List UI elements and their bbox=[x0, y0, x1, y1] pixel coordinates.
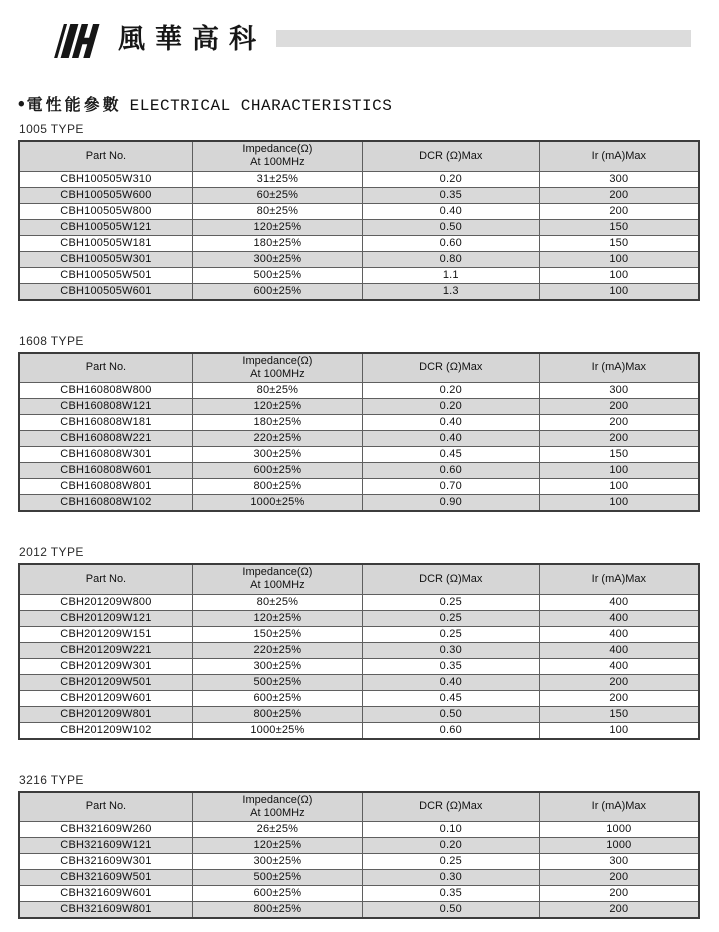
dcr-cell: 0.45 bbox=[362, 690, 539, 706]
dcr-cell: 0.45 bbox=[362, 447, 539, 463]
table-head bbox=[19, 564, 699, 594]
col-dcr-max bbox=[362, 564, 539, 594]
impedance-cell: 600±25% bbox=[192, 463, 362, 479]
impedance-cell: 600±25% bbox=[192, 690, 362, 706]
dcr-cell: 0.50 bbox=[362, 706, 539, 722]
part-no-cell: CBH100505W121 bbox=[19, 219, 192, 235]
table-body bbox=[19, 171, 699, 300]
part-no-cell: CBH201209W801 bbox=[19, 706, 192, 722]
impedance-cell: 60±25% bbox=[192, 187, 362, 203]
impedance-cell: 300±25% bbox=[192, 854, 362, 870]
impedance-cell: 120±25% bbox=[192, 399, 362, 415]
table-row bbox=[19, 203, 699, 219]
impedance-cell: 800±25% bbox=[192, 902, 362, 919]
impedance-cell: 180±25% bbox=[192, 235, 362, 251]
col-dcr-max-label: DCR (Ω)Max bbox=[419, 149, 483, 162]
impedance-cell: 1000±25% bbox=[192, 722, 362, 739]
dcr-cell: 0.35 bbox=[362, 187, 539, 203]
ir-cell: 150 bbox=[539, 447, 699, 463]
ir-cell: 400 bbox=[539, 658, 699, 674]
type-section-title: 1608 TYPE bbox=[19, 333, 84, 348]
table-row bbox=[19, 187, 699, 203]
type-section bbox=[18, 545, 700, 740]
col-impedance bbox=[192, 141, 362, 171]
ir-cell: 200 bbox=[539, 690, 699, 706]
header-gray-bar bbox=[276, 30, 691, 47]
table-row bbox=[19, 447, 699, 463]
table-row bbox=[19, 383, 699, 399]
col-part-no bbox=[19, 141, 192, 171]
col-dcr-max bbox=[362, 353, 539, 383]
table-head bbox=[19, 353, 699, 383]
table-head bbox=[19, 141, 699, 171]
spec-table bbox=[18, 140, 700, 301]
impedance-cell: 31±25% bbox=[192, 171, 362, 187]
part-no-cell: CBH100505W181 bbox=[19, 235, 192, 251]
col-part-no bbox=[19, 353, 192, 383]
part-no-cell: CBH201209W501 bbox=[19, 674, 192, 690]
type-section bbox=[18, 334, 700, 513]
ir-cell: 100 bbox=[539, 479, 699, 495]
table-row bbox=[19, 415, 699, 431]
ir-cell: 200 bbox=[539, 415, 699, 431]
dcr-cell: 0.30 bbox=[362, 642, 539, 658]
dcr-cell: 0.60 bbox=[362, 235, 539, 251]
table-row bbox=[19, 854, 699, 870]
part-no-cell: CBH321609W301 bbox=[19, 854, 192, 870]
ir-cell: 100 bbox=[539, 495, 699, 512]
dcr-cell: 0.60 bbox=[362, 722, 539, 739]
col-impedance-label: Impedance(Ω) bbox=[242, 793, 313, 806]
table-row bbox=[19, 838, 699, 854]
col-ir-max bbox=[539, 792, 699, 822]
part-no-cell: CBH160808W181 bbox=[19, 415, 192, 431]
ir-cell: 300 bbox=[539, 383, 699, 399]
sections bbox=[18, 122, 700, 919]
type-section-title: 1005 TYPE bbox=[19, 122, 84, 136]
table-row bbox=[19, 251, 699, 267]
part-no-cell: CBH160808W801 bbox=[19, 479, 192, 495]
dcr-cell: 0.35 bbox=[362, 886, 539, 902]
ir-cell: 200 bbox=[539, 902, 699, 919]
part-no-cell: CBH201209W301 bbox=[19, 658, 192, 674]
ir-cell: 100 bbox=[539, 267, 699, 283]
part-no-cell: CBH100505W301 bbox=[19, 251, 192, 267]
dcr-cell: 0.20 bbox=[362, 838, 539, 854]
ir-cell: 400 bbox=[539, 642, 699, 658]
col-impedance-label: At 100MHz bbox=[250, 579, 305, 592]
dcr-cell: 0.30 bbox=[362, 870, 539, 886]
dcr-cell: 0.25 bbox=[362, 610, 539, 626]
col-impedance bbox=[192, 353, 362, 383]
col-impedance-label: At 100MHz bbox=[250, 806, 305, 819]
dcr-cell: 0.25 bbox=[362, 594, 539, 610]
ir-cell: 150 bbox=[539, 706, 699, 722]
impedance-cell: 80±25% bbox=[192, 383, 362, 399]
ir-cell: 100 bbox=[539, 283, 699, 300]
dcr-cell: 0.60 bbox=[362, 463, 539, 479]
part-no-cell: CBH160808W102 bbox=[19, 495, 192, 512]
impedance-cell: 120±25% bbox=[192, 610, 362, 626]
ir-cell: 1000 bbox=[539, 838, 699, 854]
spec-table bbox=[18, 352, 700, 513]
dcr-cell: 0.50 bbox=[362, 902, 539, 919]
ir-cell: 200 bbox=[539, 203, 699, 219]
ir-cell: 400 bbox=[539, 610, 699, 626]
col-dcr-max-label: DCR (Ω)Max bbox=[419, 800, 483, 813]
impedance-cell: 600±25% bbox=[192, 283, 362, 300]
table-row bbox=[19, 463, 699, 479]
spec-table bbox=[18, 563, 700, 740]
impedance-cell: 500±25% bbox=[192, 267, 362, 283]
col-impedance-label: Impedance(Ω) bbox=[242, 566, 313, 579]
col-impedance-label: Impedance(Ω) bbox=[242, 354, 313, 367]
type-section bbox=[18, 773, 700, 920]
dcr-cell: 0.70 bbox=[362, 479, 539, 495]
impedance-cell: 120±25% bbox=[192, 219, 362, 235]
ir-cell: 400 bbox=[539, 626, 699, 642]
dcr-cell: 0.20 bbox=[362, 399, 539, 415]
impedance-cell: 80±25% bbox=[192, 203, 362, 219]
dcr-cell: 0.10 bbox=[362, 822, 539, 838]
table-row bbox=[19, 690, 699, 706]
table-row bbox=[19, 722, 699, 739]
table-row bbox=[19, 219, 699, 235]
page-title bbox=[18, 92, 701, 116]
spec-table bbox=[18, 791, 700, 920]
part-no-cell: CBH201209W121 bbox=[19, 610, 192, 626]
table-row bbox=[19, 870, 699, 886]
dcr-cell: 0.40 bbox=[362, 203, 539, 219]
ir-cell: 200 bbox=[539, 187, 699, 203]
part-no-cell: CBH321609W260 bbox=[19, 822, 192, 838]
table-row bbox=[19, 479, 699, 495]
table-row bbox=[19, 399, 699, 415]
table-row bbox=[19, 431, 699, 447]
dcr-cell: 0.20 bbox=[362, 383, 539, 399]
bullet-icon: • bbox=[18, 94, 25, 115]
part-no-cell: CBH321609W501 bbox=[19, 870, 192, 886]
col-ir-max-label: Ir (mA)Max bbox=[591, 572, 647, 585]
col-dcr-max bbox=[362, 141, 539, 171]
col-ir-max-label: Ir (mA)Max bbox=[591, 149, 647, 162]
company-logo-icon bbox=[46, 20, 106, 62]
impedance-cell: 500±25% bbox=[192, 674, 362, 690]
part-no-cell: CBH100505W310 bbox=[19, 171, 192, 187]
impedance-cell: 150±25% bbox=[192, 626, 362, 642]
ir-cell: 300 bbox=[539, 171, 699, 187]
part-no-cell: CBH160808W601 bbox=[19, 463, 192, 479]
dcr-cell: 0.40 bbox=[362, 415, 539, 431]
part-no-cell: CBH100505W600 bbox=[19, 187, 192, 203]
col-impedance bbox=[192, 564, 362, 594]
impedance-cell: 600±25% bbox=[192, 886, 362, 902]
dcr-cell: 0.40 bbox=[362, 431, 539, 447]
ir-cell: 200 bbox=[539, 431, 699, 447]
dcr-cell: 0.50 bbox=[362, 219, 539, 235]
table-row bbox=[19, 822, 699, 838]
dcr-cell: 0.20 bbox=[362, 171, 539, 187]
col-ir-max-label: Ir (mA)Max bbox=[591, 800, 647, 813]
part-no-cell: CBH160808W221 bbox=[19, 431, 192, 447]
col-dcr-max-label: DCR (Ω)Max bbox=[419, 361, 483, 374]
part-no-cell: CBH201209W151 bbox=[19, 626, 192, 642]
part-no-cell: CBH100505W501 bbox=[19, 267, 192, 283]
ir-cell: 300 bbox=[539, 854, 699, 870]
part-no-cell: CBH321609W601 bbox=[19, 886, 192, 902]
impedance-cell: 300±25% bbox=[192, 447, 362, 463]
table-row bbox=[19, 594, 699, 610]
part-no-cell: CBH201209W102 bbox=[19, 722, 192, 739]
part-no-cell: CBH160808W121 bbox=[19, 399, 192, 415]
impedance-cell: 300±25% bbox=[192, 251, 362, 267]
table-row bbox=[19, 706, 699, 722]
dcr-cell: 1.3 bbox=[362, 283, 539, 300]
page-header bbox=[0, 0, 719, 62]
col-ir-max bbox=[539, 353, 699, 383]
impedance-cell: 1000±25% bbox=[192, 495, 362, 512]
table-body bbox=[19, 822, 699, 919]
part-no-cell: CBH201209W800 bbox=[19, 594, 192, 610]
col-ir-max-label: Ir (mA)Max bbox=[591, 361, 647, 374]
table-row bbox=[19, 267, 699, 283]
ir-cell: 100 bbox=[539, 722, 699, 739]
table-row bbox=[19, 610, 699, 626]
part-no-cell: CBH201209W221 bbox=[19, 642, 192, 658]
ir-cell: 200 bbox=[539, 886, 699, 902]
table-row bbox=[19, 171, 699, 187]
ir-cell: 1000 bbox=[539, 822, 699, 838]
impedance-cell: 120±25% bbox=[192, 838, 362, 854]
type-section-title: 2012 TYPE bbox=[19, 545, 84, 559]
table-row bbox=[19, 902, 699, 919]
table-row bbox=[19, 674, 699, 690]
part-no-cell: CBH321609W121 bbox=[19, 838, 192, 854]
table-header-row bbox=[19, 792, 699, 822]
ir-cell: 100 bbox=[539, 463, 699, 479]
dcr-cell: 0.40 bbox=[362, 674, 539, 690]
ir-cell: 150 bbox=[539, 235, 699, 251]
dcr-cell: 1.1 bbox=[362, 267, 539, 283]
table-row bbox=[19, 235, 699, 251]
table-row bbox=[19, 626, 699, 642]
ir-cell: 100 bbox=[539, 251, 699, 267]
ir-cell: 400 bbox=[539, 594, 699, 610]
table-header-row bbox=[19, 564, 699, 594]
table-body bbox=[19, 383, 699, 512]
col-impedance bbox=[192, 792, 362, 822]
dcr-cell: 0.80 bbox=[362, 251, 539, 267]
impedance-cell: 800±25% bbox=[192, 479, 362, 495]
col-part-no-label: Part No. bbox=[85, 572, 127, 585]
impedance-cell: 26±25% bbox=[192, 822, 362, 838]
table-row bbox=[19, 658, 699, 674]
part-no-cell: CBH160808W301 bbox=[19, 447, 192, 463]
part-no-cell: CBH100505W800 bbox=[19, 203, 192, 219]
table-header-row bbox=[19, 353, 699, 383]
type-section-title: 3216 TYPE bbox=[19, 772, 84, 787]
table-row bbox=[19, 886, 699, 902]
ir-cell: 200 bbox=[539, 870, 699, 886]
company-name: 風華高科 bbox=[118, 24, 266, 55]
table-head bbox=[19, 792, 699, 822]
col-impedance-label: At 100MHz bbox=[250, 156, 305, 169]
col-impedance-label: At 100MHz bbox=[250, 367, 305, 380]
ir-cell: 200 bbox=[539, 674, 699, 690]
table-body bbox=[19, 594, 699, 739]
dcr-cell: 0.35 bbox=[362, 658, 539, 674]
page-title-en: ELECTRICAL CHARACTERISTICS bbox=[129, 97, 393, 115]
col-dcr-max-label: DCR (Ω)Max bbox=[419, 572, 483, 585]
part-no-cell: CBH100505W601 bbox=[19, 283, 192, 300]
dcr-cell: 0.90 bbox=[362, 495, 539, 512]
table-header-row bbox=[19, 141, 699, 171]
dcr-cell: 0.25 bbox=[362, 626, 539, 642]
col-ir-max bbox=[539, 564, 699, 594]
part-no-cell: CBH321609W801 bbox=[19, 902, 192, 919]
impedance-cell: 220±25% bbox=[192, 431, 362, 447]
type-section bbox=[18, 122, 700, 301]
ir-cell: 150 bbox=[539, 219, 699, 235]
page-title-cn: 電性能參數 bbox=[26, 95, 122, 114]
impedance-cell: 800±25% bbox=[192, 706, 362, 722]
col-part-no-label: Part No. bbox=[85, 361, 127, 374]
table-row bbox=[19, 642, 699, 658]
part-no-cell: CBH201209W601 bbox=[19, 690, 192, 706]
table-row bbox=[19, 495, 699, 512]
impedance-cell: 300±25% bbox=[192, 658, 362, 674]
col-ir-max bbox=[539, 141, 699, 171]
impedance-cell: 80±25% bbox=[192, 594, 362, 610]
col-part-no bbox=[19, 564, 192, 594]
table-row bbox=[19, 283, 699, 300]
impedance-cell: 220±25% bbox=[192, 642, 362, 658]
impedance-cell: 180±25% bbox=[192, 415, 362, 431]
impedance-cell: 500±25% bbox=[192, 870, 362, 886]
col-part-no-label: Part No. bbox=[85, 149, 127, 162]
col-impedance-label: Impedance(Ω) bbox=[242, 143, 313, 156]
dcr-cell: 0.25 bbox=[362, 854, 539, 870]
col-part-no-label: Part No. bbox=[85, 800, 127, 813]
col-part-no bbox=[19, 792, 192, 822]
part-no-cell: CBH160808W800 bbox=[19, 383, 192, 399]
col-dcr-max bbox=[362, 792, 539, 822]
ir-cell: 200 bbox=[539, 399, 699, 415]
